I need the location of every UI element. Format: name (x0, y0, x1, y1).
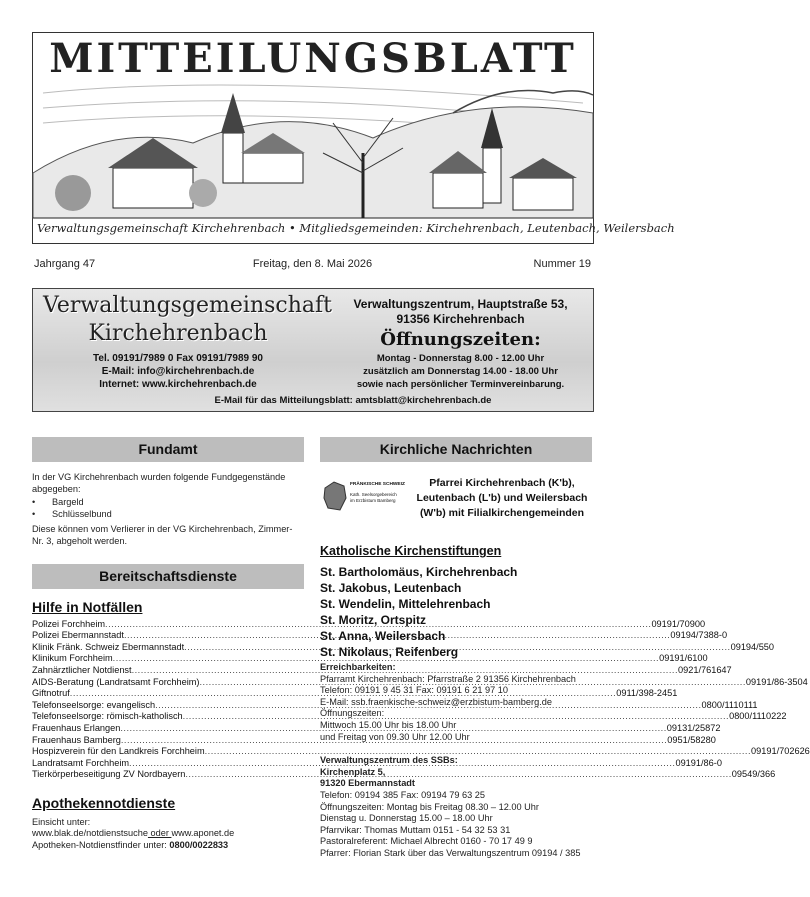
stiftungen-heading: Katholische Kirchenstiftungen (320, 544, 502, 558)
emergency-label: Telefonseelsorge: evangelisch (32, 699, 156, 710)
blak-link[interactable]: www.blak.de/notdienstsuche (32, 828, 148, 839)
emergency-number: 0951/58280 (667, 734, 716, 745)
ssb-line: Öffnungszeiten: Montag bis Freitag 08.30 – 12.00 Uhr (320, 801, 539, 812)
vg-name-line1: Verwaltungsgemeinschaft (43, 293, 333, 318)
erreichbar-line: E-Mail: ssb.fraenkische-schweiz@erzbistum-bamberg.de (320, 696, 552, 707)
emergency-number: 09191/86-3504 (745, 676, 808, 687)
emergency-label: Hospizverein für den Landkreis Forchheim (32, 746, 205, 757)
emergency-number: 0800/1110111 (701, 699, 758, 710)
masthead-title: MITTEILUNGSBLATT (49, 35, 577, 82)
ssb-line: Dienstag u. Donnerstag 15.00 – 18.00 Uhr (320, 813, 493, 824)
emergency-label: Polizei Forchheim (32, 618, 106, 629)
apotheke-line3: Apotheken-Notdienstfinder unter: 0800/0022833 (32, 840, 229, 851)
hours-line3: sowie nach persönlicher Terminvereinbarung. (356, 379, 565, 390)
hours-line1: Montag - Donnerstag 8.00 - 12.00 Uhr (376, 353, 545, 364)
emergency-label: Klinikum Forchheim (32, 653, 113, 664)
region-map-icon (322, 480, 348, 514)
emergency-label: Polizei Ebermannstadt (32, 630, 124, 641)
ssb-heading-2: Kirchenplatz 5, (320, 766, 386, 777)
pfarrei-title: Pfarrei Kirchehrenbach (K'b), Leutenbach (L'b) und Weilersbach (W'b) mit Filialkirchengemeinden (416, 477, 588, 519)
right-column (320, 437, 592, 860)
erreichbar-line: Öffnungszeiten: (320, 708, 385, 719)
vg-name-line2: Kirchehrenbach (88, 321, 268, 346)
pfarrei-block (320, 466, 592, 536)
church-entry: St. Moritz, Ortspitz (320, 613, 426, 627)
emergency-number: 0921/761647 (678, 664, 732, 675)
vg-info-box (32, 288, 594, 412)
emergency-label: AIDS-Beratung (Landratsamt Forchheim) (32, 676, 200, 687)
emergency-number: 09194/7388-0 (670, 630, 728, 641)
ssb-line: Pfarrer: Florian Stark über das Verwaltungszentrum 09194 / 385 (320, 847, 581, 858)
erreichbar-line: Telefon: 09191 9 45 31 Fax: 09191 6 21 97 10 (320, 685, 508, 696)
apotheke-line2: www.blak.de/notdienstsuche oder www.aponet.de (32, 828, 235, 839)
emergency-entry (32, 653, 708, 665)
vg-tel: Tel. 09191/7989 0 Fax 09191/7989 90 (93, 353, 263, 364)
fundamt-outro: Diese können vom Verlierer in der VG Kirchehrenbach, Zimmer-Nr. 3, abgeholt werden. (32, 524, 293, 546)
emergency-label: Frauenhaus Erlangen (32, 722, 121, 733)
emergency-label: Landratsamt Forchheim (32, 757, 130, 768)
aponet-link[interactable]: www.aponet.de (171, 828, 235, 839)
church-list (320, 564, 592, 660)
apotheke-line1: Einsicht unter: (32, 816, 91, 827)
vg-internet: Internet: www.kirchehrenbach.de (99, 379, 257, 390)
erreichbar-line: Pfarramt Kirchehrenbach: Pfarrstraße 2 91356 Kirchehrenbach (320, 673, 576, 684)
fundamt-item: • Bargeld (32, 497, 84, 508)
emergency-label: Giftnotruf (32, 688, 70, 699)
church-entry: St. Jakobus, Leutenbach (320, 581, 462, 595)
emergency-number: 09191/86-0 (675, 757, 722, 768)
ssb-heading-3: 91320 Ebermannstadt (320, 778, 415, 789)
emergency-label: Frauenhaus Bamberg (32, 734, 121, 745)
ssb-list (320, 790, 592, 860)
church-entry: St. Nikolaus, Reifenberg (320, 645, 459, 659)
fundamt-heading: Fundamt (32, 437, 304, 462)
masthead-subtitle: Verwaltungsgemeinschaft Kirchehrenbach • Mitgliedsgemeinden: Kirchehrenbach, Leutenbach, Weilersbach (37, 221, 675, 235)
vg-email: E-Mail: info@kirchehrenbach.de (101, 366, 255, 377)
mitteilungsblatt-email: E-Mail für das Mitteilungsblatt: amtsblatt@kirchehrenbach.de (214, 395, 492, 406)
erreichbar-line: Mittwoch 15.00 Uhr bis 18.00 Uhr (320, 719, 457, 730)
apotheke-heading: Apothekennotdienste (32, 794, 176, 811)
erreichbar-line: und Freitag von 09.30 Uhr 12.00 Uhr (320, 731, 470, 742)
emergency-label: Telefonseelsorge: römisch-katholisch (32, 711, 183, 722)
hilfe-heading: Hilfe in Notfällen (32, 598, 143, 615)
vz-address-1: Verwaltungszentrum, Hauptstraße 53, (353, 297, 568, 311)
emergency-label: Klinik Fränk. Schweiz Ebermannstadt (32, 641, 185, 652)
ssb-line: Telefon: 09194 385 Fax: 09194 79 63 25 (320, 789, 485, 800)
vz-address-2: 91356 Kirchehrenbach (396, 312, 525, 326)
emergency-number: 09191/70900 (651, 618, 706, 629)
issue-date: Freitag, den 8. Mai 2026 (252, 258, 373, 270)
emergency-number: 0911/398-2451 (616, 688, 678, 699)
church-entry: St. Anna, Weilersbach (320, 629, 446, 643)
emergency-number: 09191/6100 (659, 653, 708, 664)
hours-line2: zusätzlich am Donnerstag 14.00 - 18.00 Uhr (363, 366, 558, 377)
emergency-number: 09191/702626 (751, 746, 810, 757)
issue-jahrgang: Jahrgang 47 (34, 258, 96, 270)
fundamt-item: • Schlüsselbund (32, 508, 112, 519)
church-entry: St. Bartholomäus, Kirchehrenbach (320, 565, 518, 579)
issue-number: Nummer 19 (533, 258, 591, 270)
emergency-label: Zahnärztlicher Notdienst (32, 664, 132, 675)
hours-title: Öffnungszeiten: (380, 329, 541, 350)
kirche-heading: Kirchliche Nachrichten (320, 437, 592, 462)
erreichbar-heading: Erreichbarkeiten: (320, 662, 396, 672)
emergency-number: 09131/25872 (666, 722, 721, 733)
ssb-line: Pfarrvikar: Thomas Muttam 0151 - 54 32 53 31 (320, 824, 511, 835)
emergency-number: 0800/1110222 (729, 711, 787, 722)
ssb-line: Pastoralreferent: Michael Albrecht 0160 - 70 17 49 9 (320, 836, 533, 847)
emergency-label: Tierkörperbeseitigung ZV Nordbayern (32, 769, 186, 780)
seelsorgebereich-logo: FRÄNKISCHE SCHWEIZ Kath. Seelsorgebereich im Erzbistum Bamberg (322, 478, 410, 516)
emergency-entry (32, 746, 810, 758)
emergency-number: 09194/550 (730, 641, 775, 652)
erreichbar-list (320, 674, 592, 744)
emergency-number: 09549/366 (731, 769, 776, 780)
bereitschaft-heading: Bereitschaftsdienste (32, 564, 304, 589)
fundamt-intro: In der VG Kirchehrenbach wurden folgende Fundgegenstände abgegeben: (32, 472, 286, 494)
ssb-heading-1: Verwaltungszentrum des SSBs: (320, 755, 458, 766)
masthead (32, 32, 675, 244)
church-entry: St. Wendelin, Mittelehrenbach (320, 597, 491, 611)
